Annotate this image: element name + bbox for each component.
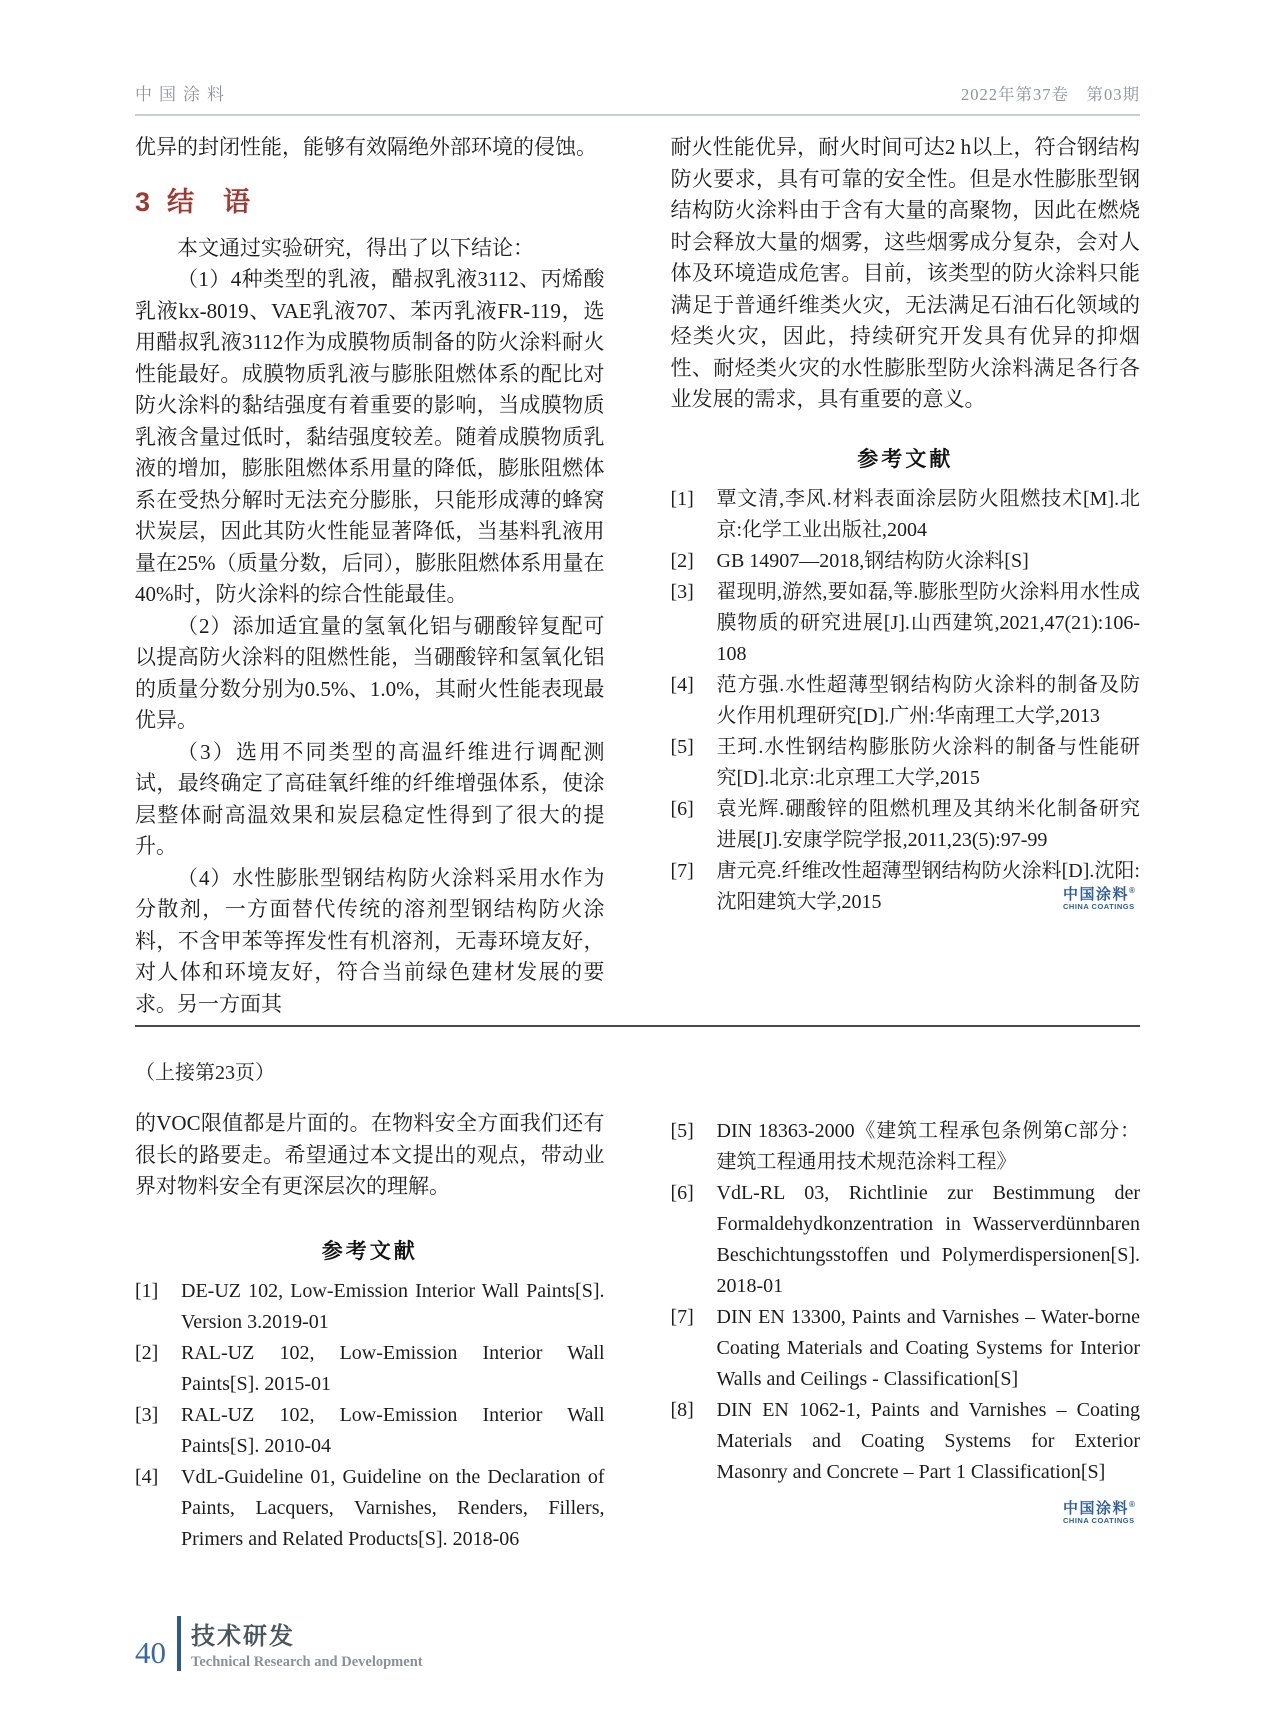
- paragraph: 本文通过实验研究，得出了以下结论：: [177, 235, 534, 260]
- references-heading: 参考文献: [857, 447, 954, 471]
- paragraph: （2）添加适宜量的氢氧化铝与硼酸锌复配可以提高防火涂料的阻燃性能，当硼酸锌和氢氧化铝的质量分数分别为0.5%、1.0%，其耐火性能表现最优异。: [135, 613, 605, 732]
- continued-from-note: （上接第23页）: [135, 1062, 275, 1084]
- paragraph: （3）选用不同类型的高温纤维进行调配测试，最终确定了高硅氧纤维的纤维增强体系，使涂层整体耐高温效果和炭层稳定性得到了很大的提升。: [135, 739, 605, 858]
- logo-en-text: CHINA COATINGS: [1063, 1516, 1135, 1526]
- logo-en-text: CHINA COATINGS: [1063, 902, 1135, 912]
- reference-number: [6]: [670, 1182, 694, 1204]
- registered-mark-icon: ®: [1129, 1500, 1135, 1509]
- conclusion-heading: [135, 180, 605, 219]
- reference-number: [2]: [135, 1341, 159, 1364]
- reference-number: [5]: [670, 1120, 694, 1142]
- paragraph: 优异的封闭性能，能够有效隔绝外部环境的侵蚀。: [135, 135, 597, 159]
- reference-text: 范方强.水性超薄型钢结构防火涂料的制备及防火作用机理研究[D].广州:华南理工大学,2013: [716, 673, 1140, 727]
- reference-item: [135, 1462, 605, 1555]
- reference-item: [671, 1116, 1141, 1178]
- page-header: [135, 80, 1140, 116]
- article2: [135, 1108, 1140, 1555]
- reference-item: [671, 1302, 1141, 1395]
- logo-cn-text: [1063, 1500, 1135, 1517]
- reference-number: [3]: [135, 1403, 159, 1426]
- reference-text: 唐元亮.纤维改性超薄型钢结构防火涂料[D].沈阳:沈阳建筑大学,2015: [716, 859, 1140, 913]
- reference-number: [3]: [670, 580, 694, 603]
- reference-item: [135, 1338, 605, 1400]
- references-heading: 参考文献: [321, 1239, 418, 1263]
- reference-number: [5]: [670, 735, 694, 758]
- articles-divider: [135, 1025, 1140, 1027]
- reference-text: 王珂.水性钢结构膨胀防火涂料的制备与性能研究[D].北京:北京理工大学,2015: [716, 735, 1140, 789]
- reference-text: DE-UZ 102, Low-Emission Interior Wall Paints[S]. Version 3.2019-01: [181, 1279, 605, 1333]
- reference-number: [4]: [135, 1465, 159, 1488]
- logo-cn-text: [1063, 886, 1135, 903]
- china-coatings-logo: [1063, 886, 1135, 912]
- reference-item: [671, 484, 1141, 546]
- logo-cn-label: 中国涂料: [1063, 1500, 1130, 1517]
- reference-text: 袁光辉.硼酸锌的阻燃机理及其纳米化制备研究进展[J].安康学院学报,2011,23(5):97-99: [716, 797, 1140, 851]
- heading-title: 结 语: [167, 186, 252, 217]
- page-footer: [135, 1616, 423, 1671]
- reference-number: [1]: [670, 487, 694, 510]
- reference-text: VdL-RL 03, Richtlinie zur Bestimmung der Formaldehydkonzentration in Wasserverdünnbaren Beschichtungsstoffen und Polymerdispersionen[S]. 2018-01: [716, 1182, 1140, 1297]
- references-list: [671, 484, 1141, 918]
- reference-item: [671, 1178, 1141, 1302]
- reference-item: [671, 794, 1141, 856]
- reference-number: [7]: [670, 1306, 694, 1328]
- heading-number: 3: [135, 186, 152, 217]
- reference-item: [671, 670, 1141, 732]
- references-list: [135, 1276, 605, 1555]
- reference-text: 覃文清,李风.材料表面涂层防火阻燃技术[M].北京:化学工业出版社,2004: [716, 487, 1140, 541]
- footer-section: [191, 1616, 423, 1671]
- references-list: [671, 1116, 1141, 1488]
- reference-item: [671, 546, 1141, 577]
- paragraph: 的VOC限值都是片面的。在物料安全方面我们还有很长的路要走。希望通过本文提出的观点，带动业界对物料安全有更深层次的理解。: [135, 1111, 605, 1198]
- article2-right-column: [671, 1108, 1141, 1555]
- reference-item: [671, 577, 1141, 670]
- reference-text: DIN 18363-2000《建筑工程承包条例第C部分：建筑工程通用技术规范涂料工程》: [716, 1120, 1140, 1173]
- reference-item: [671, 1395, 1141, 1488]
- china-coatings-logo: [1063, 1500, 1135, 1526]
- logo-cn-label: 中国涂料: [1063, 886, 1130, 903]
- footer-section-title-en: Technical Research and Development: [191, 1654, 423, 1670]
- reference-number: [1]: [135, 1279, 159, 1302]
- reference-text: DIN EN 1062-1, Paints and Varnishes – Coating Materials and Coating Systems for Exterior Masonry and Concrete – Part 1 Classification[S]: [716, 1399, 1140, 1483]
- footer-section-title-cn: 技术研发: [191, 1623, 295, 1650]
- issue-info: 2022年第37卷 第03期: [961, 85, 1140, 104]
- reference-item: [671, 732, 1141, 794]
- reference-text: GB 14907—2018,钢结构防火涂料[S]: [716, 549, 1029, 572]
- reference-item: [135, 1276, 605, 1338]
- reference-number: [4]: [670, 673, 694, 696]
- reference-number: [8]: [670, 1399, 694, 1421]
- reference-text: 翟现明,游然,要如磊,等.膨胀型防火涂料用水性成膜物质的研究进展[J].山西建筑,2021,47(21):106-108: [716, 580, 1140, 665]
- reference-number: [6]: [670, 797, 694, 820]
- journal-title: 中国涂料: [135, 85, 231, 104]
- footer-divider-bar: [177, 1616, 181, 1671]
- reference-text: DIN EN 13300, Paints and Varnishes – Water-borne Coating Materials and Coating Systems for Interior Walls and Ceilings - Classification[S]: [716, 1306, 1140, 1390]
- reference-text: RAL-UZ 102, Low-Emission Interior Wall Paints[S]. 2015-01: [181, 1341, 605, 1395]
- paragraph: 耐火性能优异，耐火时间可达2 h以上，符合钢结构防火要求，具有可靠的安全性。但是水性膨胀型钢结构防火涂料由于含有大量的高聚物，因此在燃烧时会释放大量的烟雾，这些烟雾成分复杂，会对人体及环境造成危害。目前，该类型的防火涂料只能满足于普通纤维类火灾，无法满足石油石化领域的烃类火灾，因此，持续研究开发具有优异的抑烟性、耐烃类火灾的水性膨胀型防火涂料满足各行各业发展的需求，具有重要的意义。: [670, 135, 1140, 411]
- article1: [135, 132, 1140, 1020]
- reference-text: VdL-Guideline 01, Guideline on the Declaration of Paints, Lacquers, Varnishes, Renders, Fillers, Primers and Related Products[S]. 2018-06: [181, 1465, 605, 1550]
- page-number: 40: [135, 1635, 166, 1670]
- paragraph: （1）4种类型的乳液，醋叔乳液3112、丙烯酸乳液kx-8019、VAE乳液707、苯丙乳液FR-119，选用醋叔乳液3112作为成膜物质制备的防火涂料耐火性能最好。成膜物质乳液与膨胀阻燃体系的配比对防火涂料的黏结强度有着重要的影响，当成膜物质乳液含量过低时，黏结强度较差。随着成膜物质乳液的增加，膨胀阻燃体系用量的降低，膨胀阻燃体系在受热分解时无法充分膨胀，只能形成薄的蜂窝状炭层，因此其防火性能显著降低，当基料乳液用量在25%（质量分数，后同），膨胀阻燃体系用量在40%时，防火涂料的综合性能最佳。: [135, 267, 605, 606]
- reference-number: [7]: [670, 859, 694, 882]
- reference-item: [135, 1400, 605, 1462]
- article2-left-column: [135, 1108, 605, 1555]
- paragraph: （4）水性膨胀型钢结构防火涂料采用水作为分散剂，一方面替代传统的溶剂型钢结构防火涂料，不含甲苯等挥发性有机溶剂，无毒环境友好，对人体和环境友好，符合当前绿色建材发展的要求。另一方面其: [135, 865, 605, 1016]
- reference-number: [2]: [670, 549, 694, 572]
- registered-mark-icon: ®: [1129, 886, 1135, 895]
- reference-text: RAL-UZ 102, Low-Emission Interior Wall Paints[S]. 2010-04: [181, 1403, 605, 1457]
- article1-left-column: [135, 132, 605, 1020]
